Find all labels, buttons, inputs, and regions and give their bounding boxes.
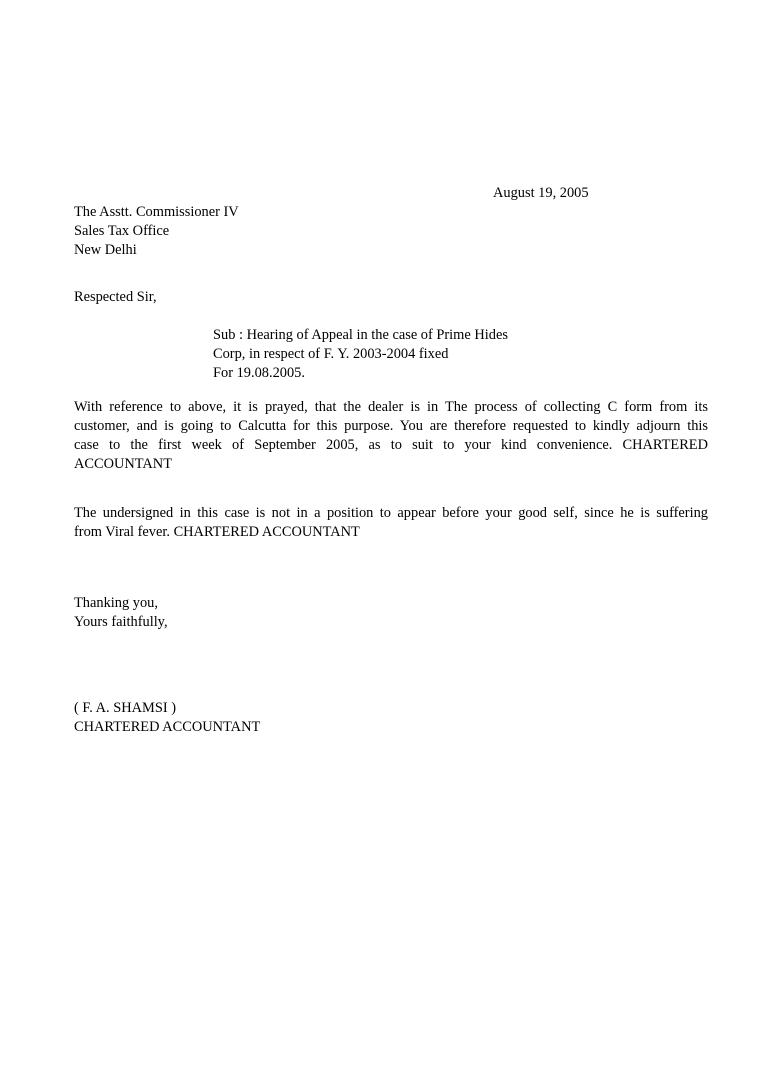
addressee-line: New Delhi: [74, 242, 137, 258]
paragraph-line: With reference to above, it is prayed, that the dealer is in The process of collecting C form from its: [74, 399, 708, 415]
addressee-block: [74, 203, 239, 260]
signature-block: [74, 699, 260, 737]
closing-block: [74, 594, 168, 632]
paragraph-line: from Viral fever. CHARTERED ACCOUNTANT: [74, 524, 360, 540]
paragraph-line: ACCOUNTANT: [74, 456, 172, 472]
signatory-title: CHARTERED ACCOUNTANT: [74, 719, 261, 735]
closing-line: Yours faithfully,: [74, 614, 168, 630]
letter-date: August 19, 2005: [493, 185, 589, 201]
body-paragraph-illness: [74, 504, 708, 542]
closing-line: Thanking you,: [74, 595, 158, 611]
addressee-line: The Asstt. Commissioner IV: [74, 204, 239, 220]
body-paragraph-request: [74, 398, 708, 474]
paragraph-line: customer, and is going to Calcutta for this purpose. You are therefore requested to kindly adjourn this: [74, 418, 708, 434]
salutation: Respected Sir,: [74, 289, 157, 305]
subject-line: Corp, in respect of F. Y. 2003-2004 fixed: [213, 346, 449, 362]
paragraph-line: The undersigned in this case is not in a position to appear before your good self, since he is suffering: [74, 505, 708, 521]
subject-line: Sub : Hearing of Appeal in the case of Prime Hides: [213, 327, 508, 343]
subject-block: [213, 326, 508, 383]
subject-line: For 19.08.2005.: [213, 365, 305, 381]
addressee-line: Sales Tax Office: [74, 223, 170, 239]
signatory-name: ( F. A. SHAMSI ): [74, 700, 176, 716]
paragraph-line: case to the first week of September 2005, as to suit to your kind convenience. CHARTERED: [74, 437, 708, 453]
